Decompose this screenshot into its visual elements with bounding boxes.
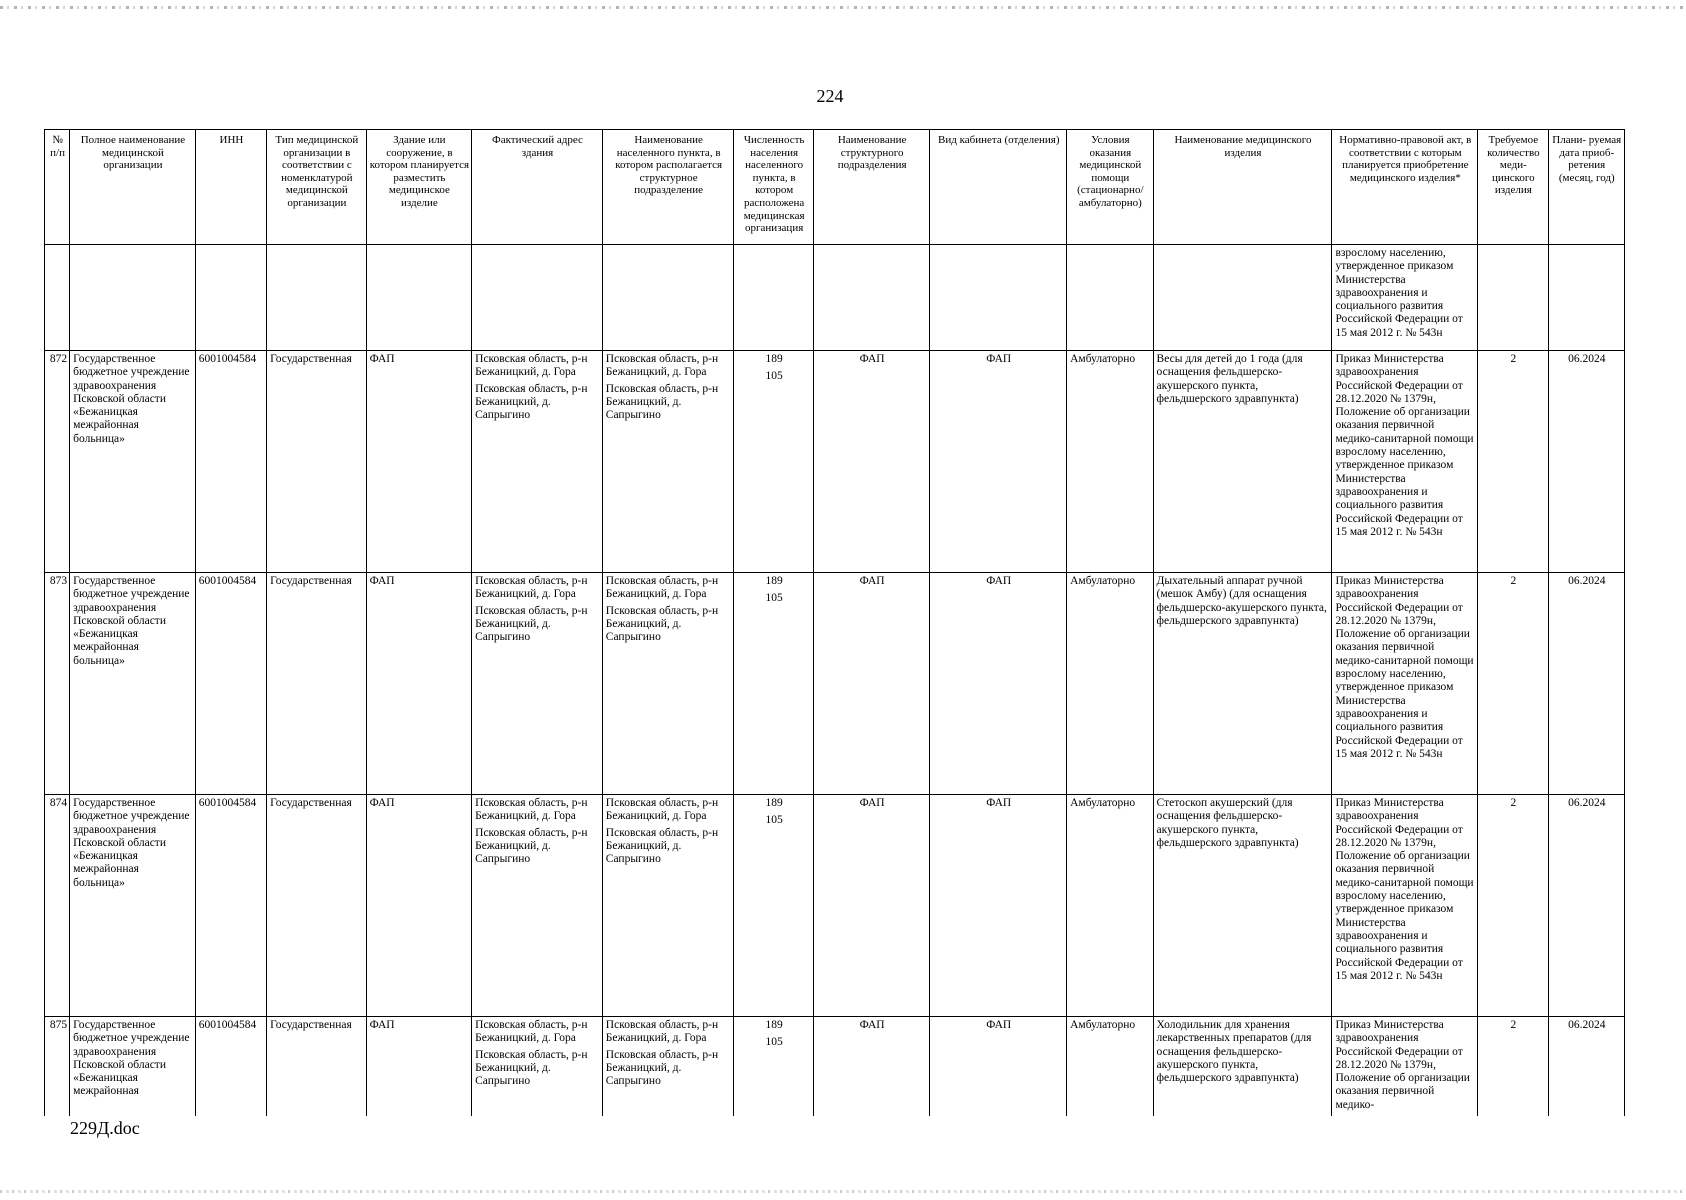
actual-address — [472, 573, 603, 795]
quantity: 2 — [1478, 795, 1548, 1017]
header-cell: Наименование структурного подразделения — [813, 130, 930, 245]
row-number: 872 — [45, 351, 70, 573]
address-line: Псковская область, р-н Бежаницкий, д. Гора — [475, 797, 588, 823]
locality-line: Псковская область, р-н Бежаницкий, д. Сапрыгино — [605, 1048, 719, 1088]
care-conditions: Амбулаторно — [1067, 351, 1153, 573]
address-line: Псковская область, р-н Бежаницкий, д. Сапрыгино — [475, 604, 588, 644]
org-type: Государственная — [267, 573, 367, 795]
header-cell: Наименование медицинского изделия — [1153, 130, 1332, 245]
legal-act: Приказ Министерства здравоохранения Российской Федерации от 28.12.2020 № 1379н, Положение об организации оказания первичной медико-санитарной помощи взрослому населению, утвержденное приказом Министерства здравоохранения и социального развития Российской Федерации от 15 мая 2012 г. № 543н — [1332, 573, 1478, 795]
header-cell: Нормативно-правовой акт, в соответствии с которым планируется приобретение медицинского изделия* — [1332, 130, 1478, 245]
population — [734, 351, 813, 573]
address-line: Псковская область, р-н Бежаницкий, д. Гора — [475, 1019, 588, 1045]
population-value: 189 — [765, 797, 783, 809]
locality — [602, 351, 734, 573]
org-type: Государственная — [267, 351, 367, 573]
purchase-date: 06.2024 — [1548, 351, 1624, 573]
structural-unit: ФАП — [813, 795, 930, 1017]
header-row — [45, 130, 1625, 245]
header-cell: Условия оказания медицинской помощи (стационарно/ амбулаторно) — [1067, 130, 1153, 245]
continuation-row — [45, 245, 1625, 351]
row-number: 873 — [45, 573, 70, 795]
inn: 6001004584 — [195, 573, 266, 795]
file-label: 229Д.doc — [70, 1118, 140, 1138]
header-cell: № п/п — [45, 130, 70, 245]
device-name: Дыхательный аппарат ручной (мешок Амбу) (для оснащения фельдшерско-акушерского пункта, фельдшерского здравпункта) — [1153, 573, 1332, 795]
legal-act: Приказ Министерства здравоохранения Российской Федерации от 28.12.2020 № 1379н, Положение об организации оказания первичной медико-санитарной помощи взрослому населению, утвержденное приказом Министерства здравоохранения и социального развития Российской Федерации от 15 мая 2012 г. № 543н — [1332, 351, 1478, 573]
header-cell: Плани- руемая дата приоб- ретения (месяц, год) — [1548, 130, 1624, 245]
population-value: 105 — [765, 370, 783, 383]
header-cell: ИНН — [195, 130, 266, 245]
page-number: 224 — [816, 86, 844, 106]
population-value: 189 — [765, 353, 783, 365]
legal-act: Приказ Министерства здравоохранения Российской Федерации от 28.12.2020 № 1379н, Положение об организации оказания первичной медико- — [1332, 1017, 1478, 1116]
header-cell: Требуемое количество меди- цинского изделия — [1478, 130, 1548, 245]
care-conditions: Амбулаторно — [1067, 1017, 1153, 1116]
inn: 6001004584 — [195, 351, 266, 573]
population-value: 105 — [765, 1036, 783, 1049]
header-cell: Здание или сооружение, в котором планируется разместить медицинское изделие — [366, 130, 472, 245]
actual-address — [472, 1017, 603, 1116]
locality-line: Псковская область, р-н Бежаницкий, д. Гора — [605, 575, 719, 601]
purchase-date: 06.2024 — [1548, 1017, 1624, 1116]
care-conditions: Амбулаторно — [1067, 573, 1153, 795]
address-line: Псковская область, р-н Бежаницкий, д. Сапрыгино — [475, 382, 588, 422]
locality-line: Псковская область, р-н Бежаницкий, д. Гора — [605, 353, 719, 379]
quantity: 2 — [1478, 573, 1548, 795]
continuation-act-text: взрослому населению, утвержденное приказом Министерства здравоохранения и социального развития Российской Федерации от 15 мая 2012 г. № 543н — [1332, 245, 1478, 351]
address-line: Псковская область, р-н Бежаницкий, д. Сапрыгино — [475, 826, 588, 866]
scan-edge-top — [0, 6, 1686, 9]
purchase-date: 06.2024 — [1548, 573, 1624, 795]
building: ФАП — [366, 351, 472, 573]
quantity: 2 — [1478, 1017, 1548, 1116]
table-row — [45, 1017, 1625, 1116]
actual-address — [472, 795, 603, 1017]
quantity: 2 — [1478, 351, 1548, 573]
structural-unit: ФАП — [813, 1017, 930, 1116]
org-name: Государственное бюджетное учреждение здравоохранения Псковской области «Бежаницкая межрайонная больница» — [70, 795, 196, 1017]
building: ФАП — [366, 1017, 472, 1116]
population-value: 189 — [765, 575, 783, 587]
population-value: 105 — [765, 814, 783, 827]
address-line: Псковская область, р-н Бежаницкий, д. Гора — [475, 575, 588, 601]
purchase-date: 06.2024 — [1548, 795, 1624, 1017]
org-type: Государственная — [267, 1017, 367, 1116]
row-number: 875 — [45, 1017, 70, 1116]
locality — [602, 573, 734, 795]
address-line: Псковская область, р-н Бежаницкий, д. Гора — [475, 353, 588, 379]
legal-act: Приказ Министерства здравоохранения Российской Федерации от 28.12.2020 № 1379н, Положение об организации оказания первичной медико-санитарной помощи взрослому населению, утвержденное приказом Министерства здравоохранения и социального развития Российской Федерации от 15 мая 2012 г. № 543н — [1332, 795, 1478, 1017]
org-name: Государственное бюджетное учреждение здравоохранения Псковской области «Бежаницкая межрайонная больница» — [70, 351, 196, 573]
org-name: Государственное бюджетное учреждение здравоохранения Псковской области «Бежаницкая межрайонная больница» — [70, 573, 196, 795]
org-name: Государственное бюджетное учреждение здравоохранения Псковской области «Бежаницкая межрайонная — [70, 1017, 196, 1116]
building: ФАП — [366, 795, 472, 1017]
scan-edge-bottom — [0, 1190, 1686, 1193]
row-number: 874 — [45, 795, 70, 1017]
locality-line: Псковская область, р-н Бежаницкий, д. Сапрыгино — [605, 826, 719, 866]
registry-table — [44, 129, 1625, 1116]
header-cell: Фактический адрес здания — [472, 130, 603, 245]
locality-line: Псковская область, р-н Бежаницкий, д. Сапрыгино — [605, 604, 719, 644]
population-value: 189 — [765, 1019, 783, 1031]
header-cell: Вид кабинета (отделения) — [930, 130, 1067, 245]
header-cell: Наименование населенного пункта, в котором располагается структурное подразделение — [602, 130, 734, 245]
care-conditions: Амбулаторно — [1067, 795, 1153, 1017]
locality-line: Псковская область, р-н Бежаницкий, д. Гора — [605, 797, 719, 823]
building: ФАП — [366, 573, 472, 795]
address-line: Псковская область, р-н Бежаницкий, д. Сапрыгино — [475, 1048, 588, 1088]
device-name: Весы для детей до 1 года (для оснащения фельдшерско-акушерского пункта, фельдшерского здравпункта) — [1153, 351, 1332, 573]
cabinet-type: ФАП — [930, 573, 1067, 795]
org-type: Государственная — [267, 795, 367, 1017]
table-row — [45, 573, 1625, 795]
cabinet-type: ФАП — [930, 795, 1067, 1017]
table-row — [45, 351, 1625, 573]
locality-line: Псковская область, р-н Бежаницкий, д. Гора — [605, 1019, 719, 1045]
header-cell: Тип медицинской организации в соответствии с номенклатурой медицинской организации — [267, 130, 367, 245]
table-row — [45, 795, 1625, 1017]
header-cell: Численность населения населенного пункта, в котором расположена медицинская организация — [734, 130, 813, 245]
inn: 6001004584 — [195, 795, 266, 1017]
device-name: Стетоскоп акушерский (для оснащения фельдшерско-акушерского пункта, фельдшерского здравпункта) — [1153, 795, 1332, 1017]
population — [734, 795, 813, 1017]
population — [734, 1017, 813, 1116]
structural-unit: ФАП — [813, 351, 930, 573]
locality — [602, 1017, 734, 1116]
population — [734, 573, 813, 795]
cabinet-type: ФАП — [930, 1017, 1067, 1116]
header-cell: Полное наименование медицинской организации — [70, 130, 196, 245]
cabinet-type: ФАП — [930, 351, 1067, 573]
device-name: Холодильник для хранения лекарственных препаратов (для оснащения фельдшерско-акушерского пункта, фельдшерского здравпункта) — [1153, 1017, 1332, 1116]
actual-address — [472, 351, 603, 573]
population-value: 105 — [765, 592, 783, 605]
structural-unit: ФАП — [813, 573, 930, 795]
inn: 6001004584 — [195, 1017, 266, 1116]
locality-line: Псковская область, р-н Бежаницкий, д. Сапрыгино — [605, 382, 719, 422]
locality — [602, 795, 734, 1017]
